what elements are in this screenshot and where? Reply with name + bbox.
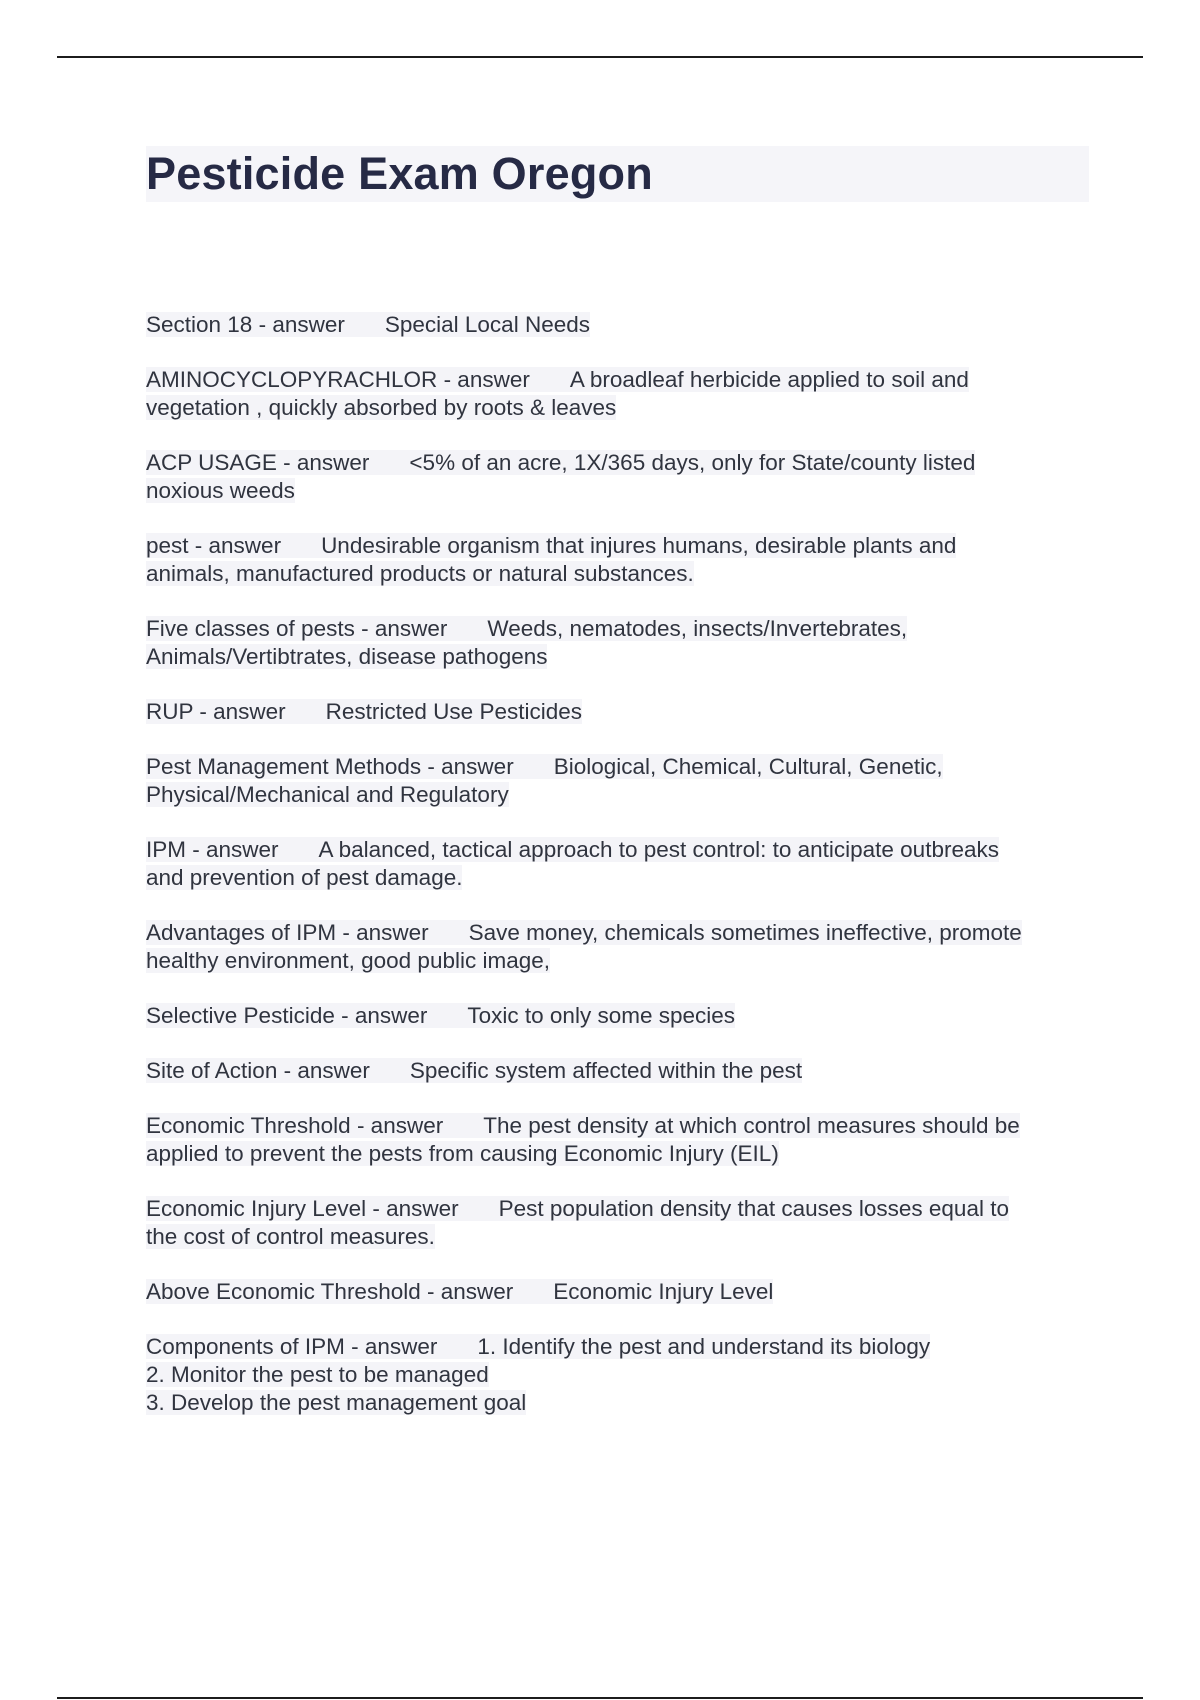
qa-line [146,1113,1020,1138]
qa-line [146,1058,802,1083]
qa-answer-continued: 3. Develop the pest management goal [146,1390,527,1415]
qa-answer-continued: applied to prevent the pests from causing Economic Injury (EIL) [146,1141,779,1166]
qa-line [146,616,907,641]
qa-entry [146,919,1096,975]
qa-separator: - answer [186,837,279,862]
qa-entry [146,698,1096,726]
qa-entry [146,1112,1096,1168]
qa-term: IPM [146,837,187,862]
qa-answer: Biological, Chemical, Cultural, Genetic, [553,754,943,779]
qa-term: Five classes of pests [146,616,355,641]
qa-entry [146,753,1096,809]
qa-entry [146,1002,1096,1030]
qa-entry [146,311,1096,339]
qa-line [146,312,590,337]
qa-line [146,1003,735,1028]
qa-list [146,311,1096,1444]
qa-line [146,367,969,392]
qa-term: Section 18 [146,312,253,337]
qa-term: Pest Management Methods [146,754,422,779]
qa-term: RUP [146,699,194,724]
qa-entry [146,532,1096,588]
qa-answer-continued: healthy environment, good public image, [146,948,551,973]
qa-answer-continued: Physical/Mechanical and Regulatory [146,782,509,807]
qa-answer-continued: the cost of control measures. [146,1224,435,1249]
qa-term: Above Economic Threshold [146,1279,421,1304]
page-title: Pesticide Exam Oregon [146,148,653,199]
qa-separator: - answer [334,1003,428,1028]
qa-term: pest [146,533,189,558]
qa-term: Economic Injury Level [146,1196,367,1221]
qa-entry [146,1333,1096,1417]
qa-separator: - answer [354,616,448,641]
qa-entry [146,1195,1096,1251]
qa-line [146,450,975,475]
bottom-rule [57,1697,1143,1699]
qa-answer: The pest density at which control measures should be [483,1113,1020,1138]
qa-separator: - answer [276,450,370,475]
qa-separator: - answer [437,367,530,392]
qa-entry [146,366,1096,422]
qa-separator: - answer [193,699,286,724]
qa-separator: - answer [366,1196,459,1221]
qa-entry [146,615,1096,671]
qa-answer-continued: noxious weeds [146,478,295,503]
qa-separator: - answer [344,1334,438,1359]
qa-line [146,1196,1009,1221]
qa-answer-continued: vegetation , quickly absorbed by roots & leaves [146,395,617,420]
title-band [146,146,1089,202]
qa-answer: Weeds, nematodes, insects/Invertebrates, [487,616,908,641]
qa-line [146,1334,930,1359]
qa-separator: - answer [420,1279,514,1304]
qa-term: Economic Threshold [146,1113,351,1138]
qa-answer: Toxic to only some species [467,1003,736,1028]
qa-separator: - answer [252,312,345,337]
qa-answer-continued: 2. Monitor the pest to be managed [146,1362,489,1387]
qa-line [146,699,582,724]
qa-term: AMINOCYCLOPYRACHLOR [146,367,438,392]
qa-answer: Specific system affected within the pest [409,1058,803,1083]
qa-term: ACP USAGE [146,450,277,475]
top-rule [57,56,1143,58]
qa-answer: <5% of an acre, 1X/365 days, only for State/county listed [409,450,976,475]
qa-answer: Save money, chemicals sometimes ineffective, promote [468,920,1022,945]
qa-entry [146,449,1096,505]
qa-answer: Pest population density that causes losses equal to [498,1196,1009,1221]
qa-answer: A balanced, tactical approach to pest control: to anticipate outbreaks [318,837,999,862]
qa-line [146,754,943,779]
qa-separator: - answer [277,1058,370,1083]
qa-entry [146,836,1096,892]
qa-answer-continued: animals, manufactured products or natural substances. [146,561,694,586]
qa-separator: - answer [421,754,514,779]
qa-separator: - answer [350,1113,444,1138]
qa-answer: 1. Identify the pest and understand its biology [477,1334,931,1359]
qa-term: Components of IPM [146,1334,345,1359]
qa-term: Advantages of IPM [146,920,337,945]
qa-term: Selective Pesticide [146,1003,335,1028]
qa-answer: Undesirable organism that injures humans, desirable plants and [321,533,957,558]
qa-entry [146,1057,1096,1085]
qa-term: Site of Action [146,1058,278,1083]
qa-line [146,837,999,862]
qa-answer-continued: Animals/Vertibtrates, disease pathogens [146,644,548,669]
qa-separator: - answer [336,920,429,945]
qa-entry [146,1278,1096,1306]
qa-separator: - answer [188,533,282,558]
qa-answer: Restricted Use Pesticides [325,699,582,724]
qa-answer: Special Local Needs [384,312,590,337]
qa-answer-continued: and prevention of pest damage. [146,865,463,890]
qa-answer: A broadleaf herbicide applied to soil and [569,367,969,392]
qa-line [146,1279,773,1304]
qa-line [146,533,956,558]
qa-line [146,920,1022,945]
qa-answer: Economic Injury Level [553,1279,774,1304]
